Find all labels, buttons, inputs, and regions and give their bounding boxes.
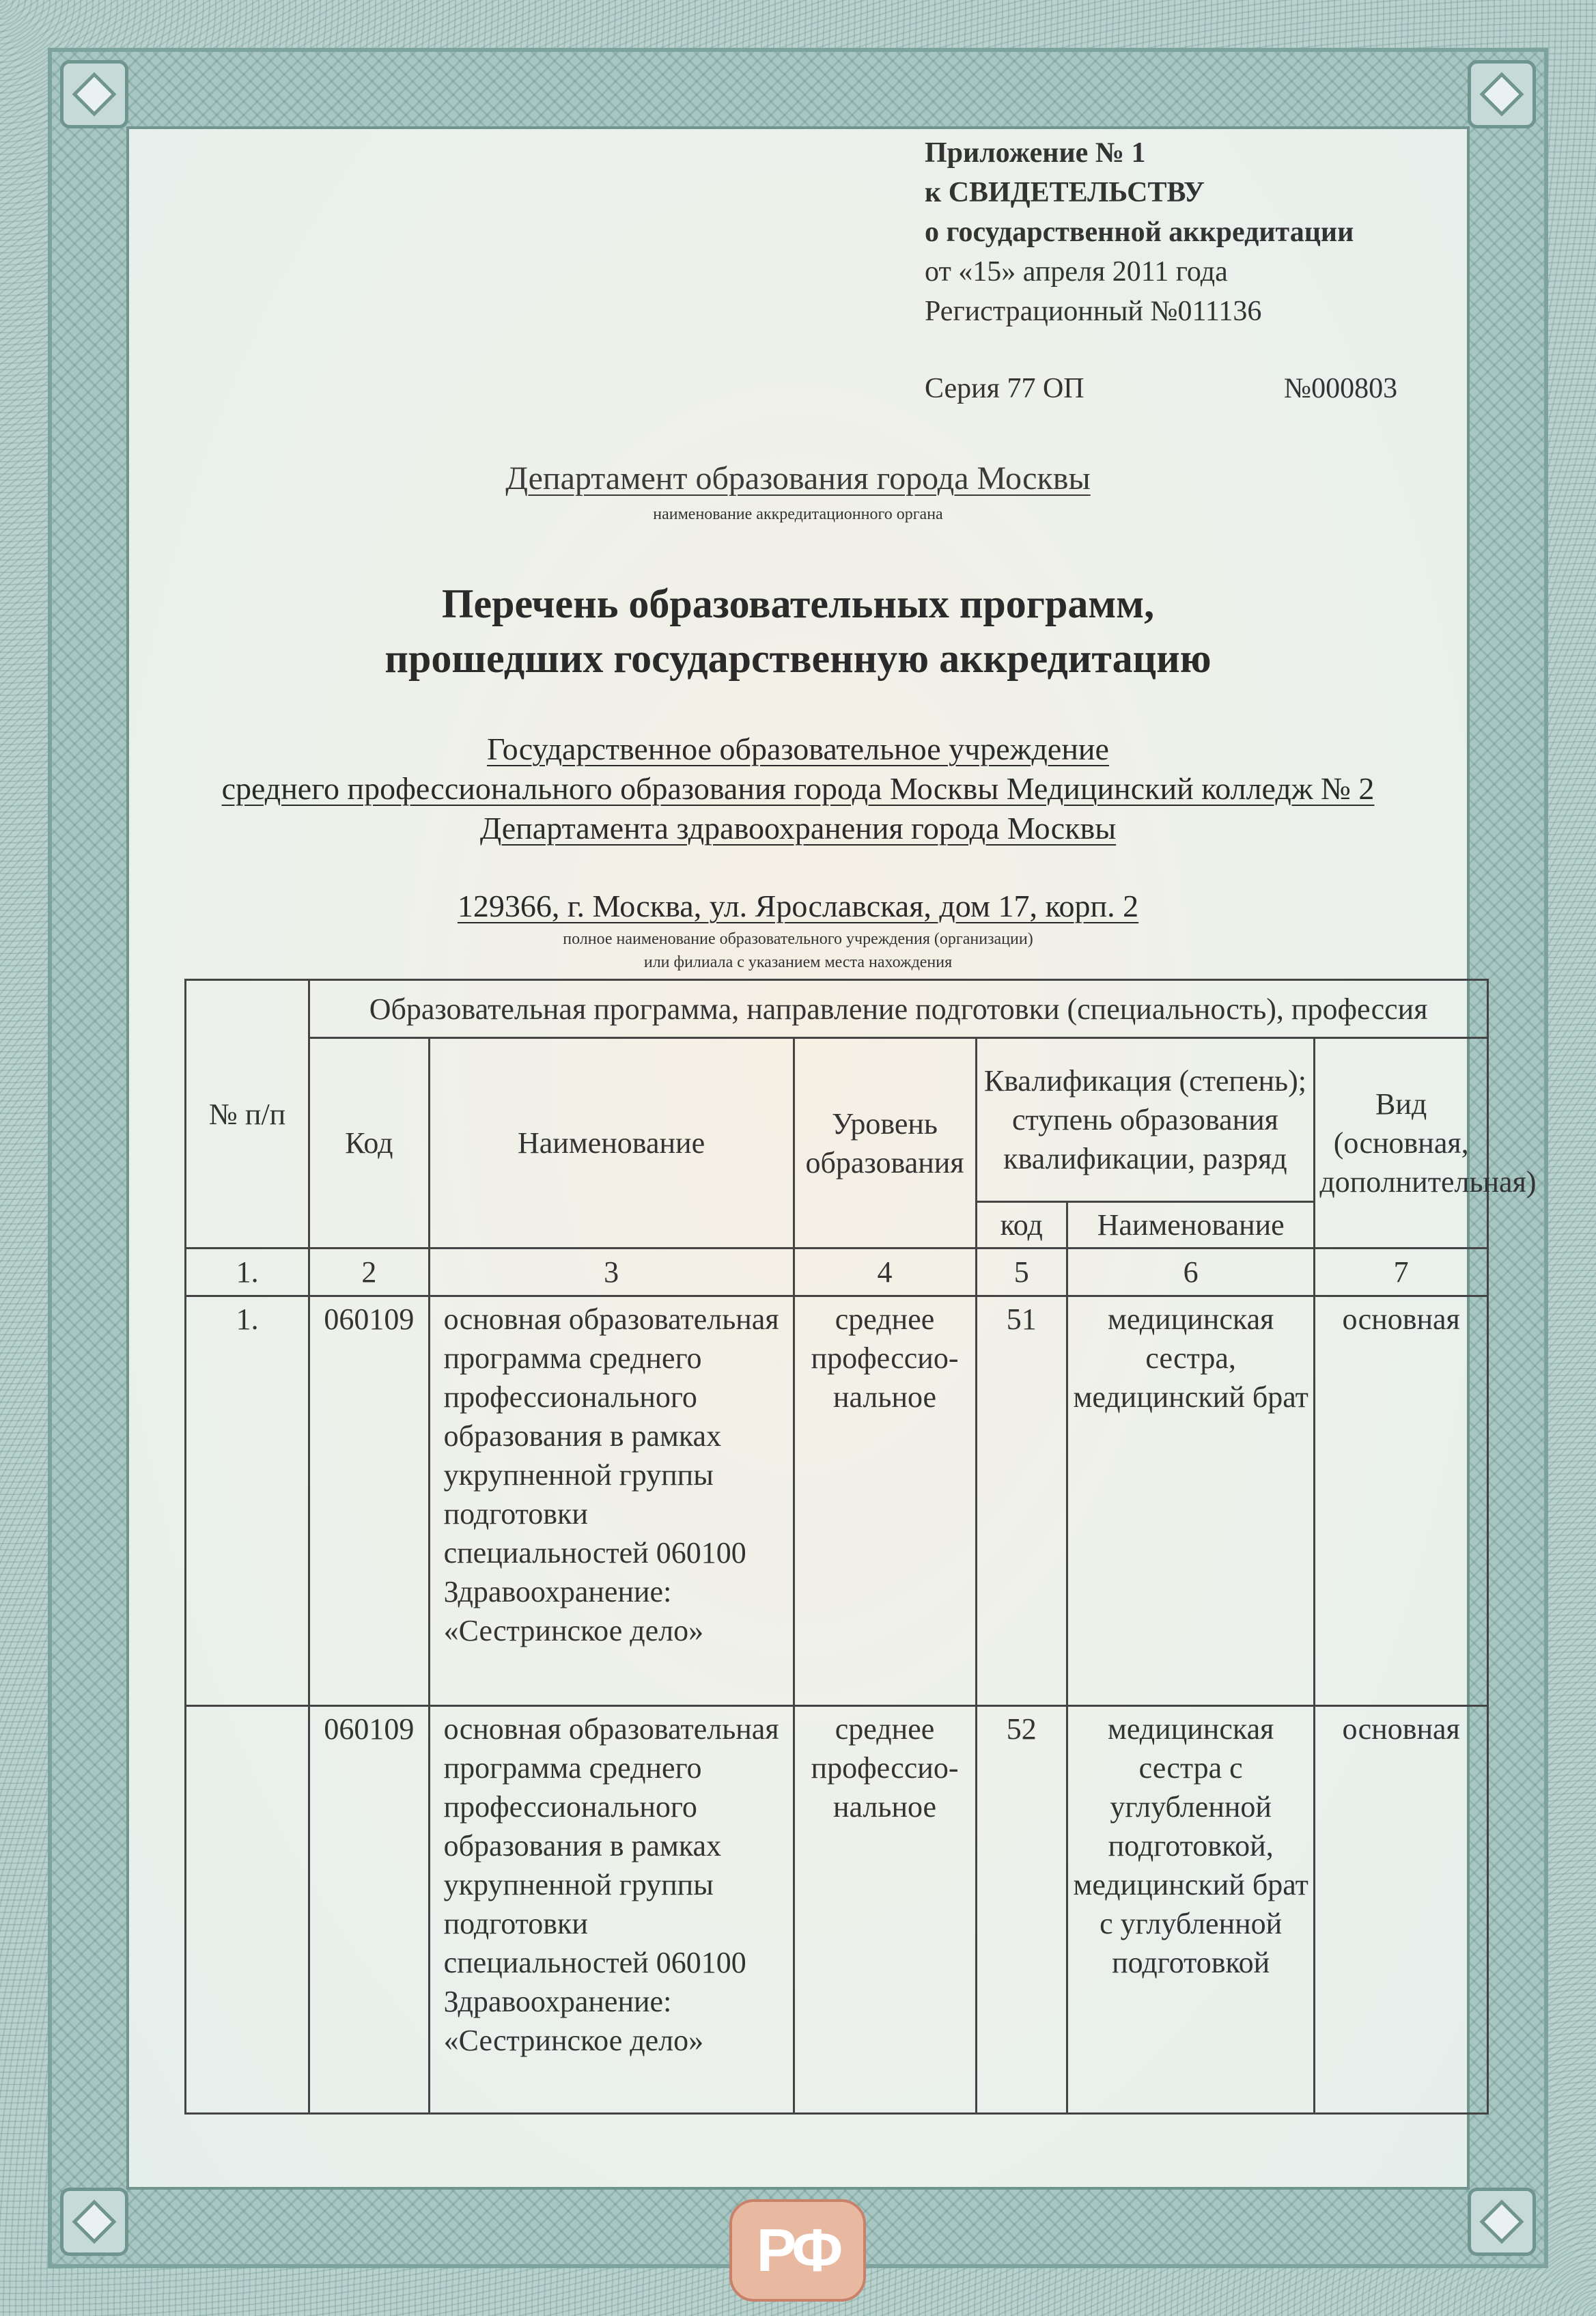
page-title-line2: прошедших государственную аккредитацию: [384, 636, 1212, 681]
row-program-name: основная образовательная программа среднего профессионального образования в рамках укрупненной группы подготовки специальностей 060100 Здравоохранение: «Сестринское дело»: [429, 1296, 794, 1706]
header-qual-name: Наименование: [1067, 1202, 1315, 1248]
column-number-7: 7: [1315, 1248, 1488, 1296]
institution-name-2: среднего профессионального образования города Москвы Медицинский колледж № 2: [221, 771, 1375, 806]
row-type: основная: [1315, 1296, 1488, 1706]
row-num: 1.: [186, 1296, 309, 1706]
row-qual-name: медицинская сестра с углубленной подготовкой, медицинский брат с углубленной подготовкой: [1067, 1706, 1315, 2114]
ornament-icon: [60, 60, 128, 128]
emblem-text: РФ: [756, 2216, 839, 2284]
form-number: №000803: [1284, 373, 1398, 404]
authority-caption: наименование аккредитационного органа: [653, 505, 943, 523]
accreditation-label: о государственной аккредитации: [925, 217, 1354, 248]
table-row: [186, 1296, 1488, 1706]
registration-number: Регистрационный №011136: [925, 296, 1262, 327]
header-qualification: Квалификация (степень); ступень образования квалификации, разряд: [976, 1038, 1315, 1202]
column-number-2: 2: [309, 1248, 429, 1296]
header-num: № п/п: [186, 980, 309, 1248]
column-number-3: 3: [429, 1248, 794, 1296]
header-level: Уровень образования: [794, 1038, 976, 1248]
certificate-label: к СВИДЕТЕЛЬСТВУ: [925, 177, 1205, 208]
certificate-date: от «15» апреля 2011 года: [925, 256, 1228, 288]
institution-caption-1: полное наименование образовательного учреждения (организации): [563, 930, 1033, 948]
rf-emblem-icon: [729, 2199, 866, 2302]
row-num: [186, 1706, 309, 2114]
header-code: Код: [309, 1038, 429, 1248]
column-number-6: 6: [1067, 1248, 1315, 1296]
ornament-icon: [60, 2188, 128, 2256]
row-qual-code: 51: [976, 1296, 1067, 1706]
institution-name-1: Государственное образовательное учреждение: [487, 731, 1109, 766]
row-level: среднее профессио-нальное: [794, 1296, 976, 1706]
institution-name-3: Департамента здравоохранения города Москвы: [479, 811, 1117, 846]
column-number-5: 5: [976, 1248, 1067, 1296]
appendix-label: Приложение № 1: [925, 137, 1146, 169]
page-title: Перечень образовательных программ,: [441, 581, 1155, 626]
header-program-group: Образовательная программа, направление подготовки (специальность), профессия: [309, 980, 1488, 1038]
header-type: Вид (основная, дополнительная): [1315, 1038, 1488, 1248]
row-code: 060109: [309, 1296, 429, 1706]
row-type: основная: [1315, 1706, 1488, 2114]
authority-name: Департамент образования города Москвы: [505, 460, 1091, 497]
institution-address: 129366, г. Москва, ул. Ярославская, дом 17, корп. 2: [457, 889, 1139, 923]
header-qual-code: код: [976, 1202, 1067, 1248]
ornament-icon: [1468, 60, 1536, 128]
column-number-4: 4: [794, 1248, 976, 1296]
row-qual-name: медицинская сестра, медицинский брат: [1067, 1296, 1315, 1706]
header-name: Наименование: [429, 1038, 794, 1248]
series-label: Серия 77 ОП: [925, 373, 1084, 404]
row-code: 060109: [309, 1706, 429, 2114]
row-program-name: основная образовательная программа среднего профессионального образования в рамках укрупненной группы подготовки специальностей 060100 Здравоохранение: «Сестринское дело»: [429, 1706, 794, 2114]
table-row: [186, 1706, 1488, 2114]
institution-caption-2: или филиала с указанием места нахождения: [643, 953, 953, 971]
programs-table: [184, 979, 1537, 2115]
row-qual-code: 52: [976, 1706, 1067, 2114]
column-number-1: 1.: [186, 1248, 309, 1296]
ornament-icon: [1468, 2188, 1536, 2256]
row-level: среднее профессио-нальное: [794, 1706, 976, 2114]
